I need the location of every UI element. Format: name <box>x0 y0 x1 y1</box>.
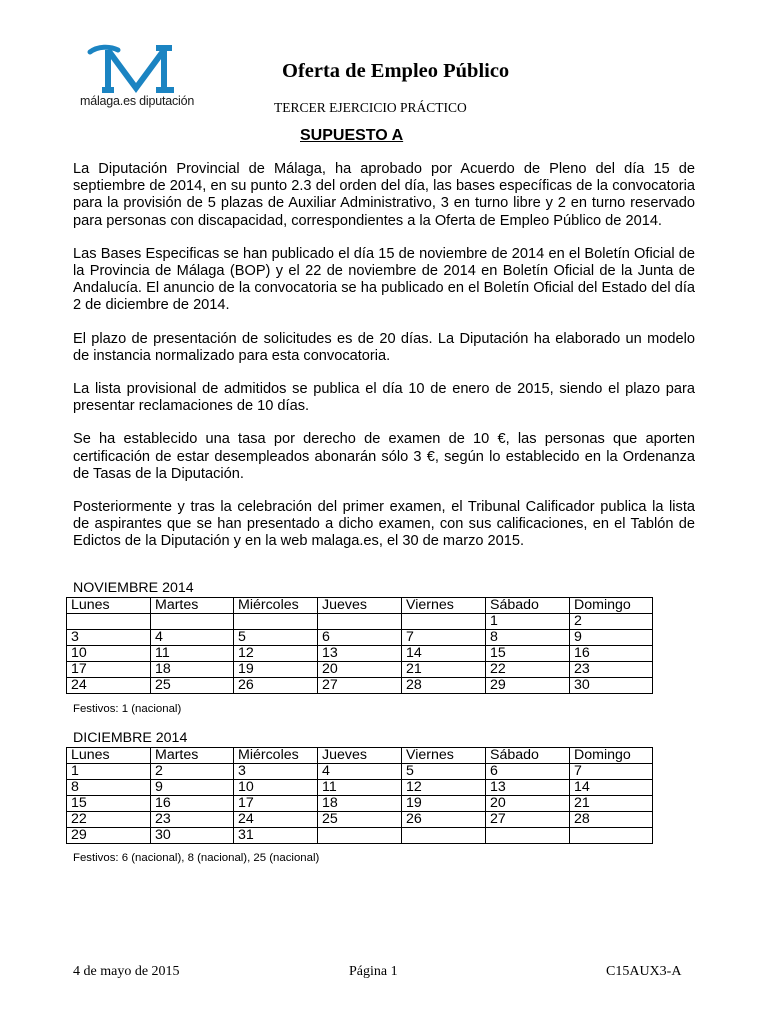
calendar-day-cell: 21 <box>402 662 486 678</box>
calendar-day-cell: 31 <box>234 828 318 844</box>
weekday-header: Domingo <box>570 748 653 764</box>
calendar-day-cell: 13 <box>318 646 402 662</box>
calendar-day-cell: 30 <box>570 678 653 694</box>
calendar-day-cell: 29 <box>486 678 570 694</box>
calendar-day-cell: 27 <box>486 812 570 828</box>
weekday-header: Jueves <box>318 598 402 614</box>
calendar-day-cell: 12 <box>234 646 318 662</box>
body-text <box>73 161 695 567</box>
calendar-day-cell: 3 <box>67 630 151 646</box>
calendar-day-cell: 15 <box>67 796 151 812</box>
calendar-day-cell: 8 <box>67 780 151 796</box>
calendar-day-cell: 19 <box>234 662 318 678</box>
logo-m-icon <box>84 42 188 94</box>
calendar-day-cell: 14 <box>402 646 486 662</box>
calendar-day-cell: 12 <box>402 780 486 796</box>
calendar-day-cell: 17 <box>67 662 151 678</box>
calendar-week-row <box>67 646 653 662</box>
calendar-day-cell: 1 <box>67 764 151 780</box>
calendar-day-cell: 29 <box>67 828 151 844</box>
footer-document-code: C15AUX3-A <box>606 964 682 979</box>
calendar-day-cell: 9 <box>151 780 234 796</box>
calendar-day-cell: 28 <box>570 812 653 828</box>
weekday-header: Martes <box>151 748 234 764</box>
calendar-day-cell: 5 <box>402 764 486 780</box>
calendar-week-row <box>67 828 653 844</box>
paragraph: Las Bases Especificas se han publicado el día 15 de noviembre de 2014 en el Boletín Oficial de la Provincia de Málaga (BOP) y el 22 de noviembre de 2014 en Boletín Oficial de la Junta de Andalucía. El anuncio de la convocatoria se ha publicado en el Boletín Oficial del Estado del día 2 de diciembre de 2014. <box>73 245 695 314</box>
calendar-day-cell: 26 <box>234 678 318 694</box>
weekday-header: Lunes <box>67 598 151 614</box>
calendar-day-cell <box>67 614 151 630</box>
calendar-day-cell: 17 <box>234 796 318 812</box>
calendar-day-cell: 11 <box>151 646 234 662</box>
weekday-header: Lunes <box>67 748 151 764</box>
section-heading: SUPUESTO A <box>300 127 404 144</box>
calendar-day-cell: 2 <box>570 614 653 630</box>
paragraph: El plazo de presentación de solicitudes es de 20 días. La Diputación ha elaborado un modelo de instancia normalizado para esta convocatoria. <box>73 330 695 364</box>
calendar-day-cell: 8 <box>486 630 570 646</box>
calendar-day-cell <box>234 614 318 630</box>
calendar-day-cell: 26 <box>402 812 486 828</box>
calendar-day-cell: 10 <box>67 646 151 662</box>
calendar-day-cell: 7 <box>402 630 486 646</box>
weekday-header: Martes <box>151 598 234 614</box>
weekday-header: Domingo <box>570 598 653 614</box>
calendar-day-cell: 2 <box>151 764 234 780</box>
calendar-november <box>66 597 653 694</box>
footer-date: 4 de mayo de 2015 <box>73 964 180 979</box>
calendar-day-cell: 21 <box>570 796 653 812</box>
calendar-day-cell: 25 <box>318 812 402 828</box>
calendar-day-cell <box>486 828 570 844</box>
calendar-day-cell: 22 <box>67 812 151 828</box>
weekday-header: Miércoles <box>234 598 318 614</box>
calendar-day-cell: 23 <box>151 812 234 828</box>
calendar-title-november: NOVIEMBRE 2014 <box>73 580 194 596</box>
weekday-header: Sábado <box>486 598 570 614</box>
calendar-day-cell <box>402 828 486 844</box>
calendar-header-row <box>67 748 653 764</box>
logo-text: málaga.es diputación <box>80 94 195 108</box>
calendar-day-cell: 16 <box>151 796 234 812</box>
calendar-day-cell: 24 <box>67 678 151 694</box>
holidays-note-november: Festivos: 1 (nacional) <box>73 703 182 715</box>
calendar-week-row <box>67 662 653 678</box>
calendar-day-cell: 6 <box>318 630 402 646</box>
calendar-day-cell: 16 <box>570 646 653 662</box>
calendar-day-cell: 4 <box>151 630 234 646</box>
calendar-day-cell <box>402 614 486 630</box>
calendar-title-december: DICIEMBRE 2014 <box>73 730 188 746</box>
paragraph: La lista provisional de admitidos se publica el día 10 de enero de 2015, siendo el plazo para presentar reclamaciones de 10 días. <box>73 381 695 415</box>
calendar-header-row <box>67 598 653 614</box>
calendar-week-row <box>67 812 653 828</box>
page-subtitle: TERCER EJERCICIO PRÁCTICO <box>274 100 467 115</box>
calendar-week-row <box>67 796 653 812</box>
calendar-day-cell: 5 <box>234 630 318 646</box>
calendar-day-cell: 13 <box>486 780 570 796</box>
calendar-day-cell: 30 <box>151 828 234 844</box>
calendar-day-cell: 19 <box>402 796 486 812</box>
weekday-header: Viernes <box>402 748 486 764</box>
calendar-week-row <box>67 678 653 694</box>
footer-page-number: Página 1 <box>349 964 398 979</box>
calendar-day-cell: 23 <box>570 662 653 678</box>
calendar-day-cell: 9 <box>570 630 653 646</box>
paragraph: Posteriormente y tras la celebración del primer examen, el Tribunal Calificador publica la lista de aspirantes que se han presentado a dicho examen, con sus calificaciones, en el Tablón de Edictos de la Diputación y en la web malaga.es, el 30 de marzo 2015. <box>73 499 695 550</box>
calendar-week-row <box>67 764 653 780</box>
calendar-day-cell <box>318 614 402 630</box>
calendar-day-cell: 15 <box>486 646 570 662</box>
calendar-day-cell: 28 <box>402 678 486 694</box>
calendar-day-cell: 27 <box>318 678 402 694</box>
calendar-day-cell: 18 <box>151 662 234 678</box>
calendar-day-cell: 20 <box>486 796 570 812</box>
calendar-day-cell: 3 <box>234 764 318 780</box>
calendar-week-row <box>67 614 653 630</box>
calendar-december <box>66 747 653 844</box>
calendar-day-cell: 4 <box>318 764 402 780</box>
weekday-header: Miércoles <box>234 748 318 764</box>
page-title: Oferta de Empleo Público <box>282 60 510 82</box>
holidays-note-december: Festivos: 6 (nacional), 8 (nacional), 25 (nacional) <box>73 852 320 864</box>
calendar-day-cell: 20 <box>318 662 402 678</box>
calendar-day-cell: 14 <box>570 780 653 796</box>
calendar-week-row <box>67 780 653 796</box>
calendar-day-cell <box>318 828 402 844</box>
calendar-week-row <box>67 630 653 646</box>
calendar-day-cell: 11 <box>318 780 402 796</box>
paragraph: La Diputación Provincial de Málaga, ha aprobado por Acuerdo de Pleno del día 15 de septiembre de 2014, en su punto 2.3 del orden del día, las bases específicas de la convocatoria para la provisión de 5 plazas de Auxiliar Administrativo, 3 en turno libre y 2 en turno reservado para personas con discapacidad, correspondientes a la Oferta de Empleo Público de 2014. <box>73 161 695 229</box>
calendar-day-cell <box>570 828 653 844</box>
calendar-day-cell <box>151 614 234 630</box>
calendar-day-cell: 1 <box>486 614 570 630</box>
diputacion-logo <box>80 42 200 114</box>
calendar-day-cell: 24 <box>234 812 318 828</box>
calendar-day-cell: 18 <box>318 796 402 812</box>
weekday-header: Viernes <box>402 598 486 614</box>
calendar-day-cell: 7 <box>570 764 653 780</box>
calendar-day-cell: 22 <box>486 662 570 678</box>
paragraph: Se ha establecido una tasa por derecho de examen de 10 €, las personas que aporten certificación de estar desempleados abonarán sólo 3 €, según lo establecido en la Ordenanza de Tasas de la Diputación. <box>73 431 695 482</box>
weekday-header: Jueves <box>318 748 402 764</box>
weekday-header: Sábado <box>486 748 570 764</box>
calendar-day-cell: 10 <box>234 780 318 796</box>
calendar-day-cell: 6 <box>486 764 570 780</box>
calendar-day-cell: 25 <box>151 678 234 694</box>
